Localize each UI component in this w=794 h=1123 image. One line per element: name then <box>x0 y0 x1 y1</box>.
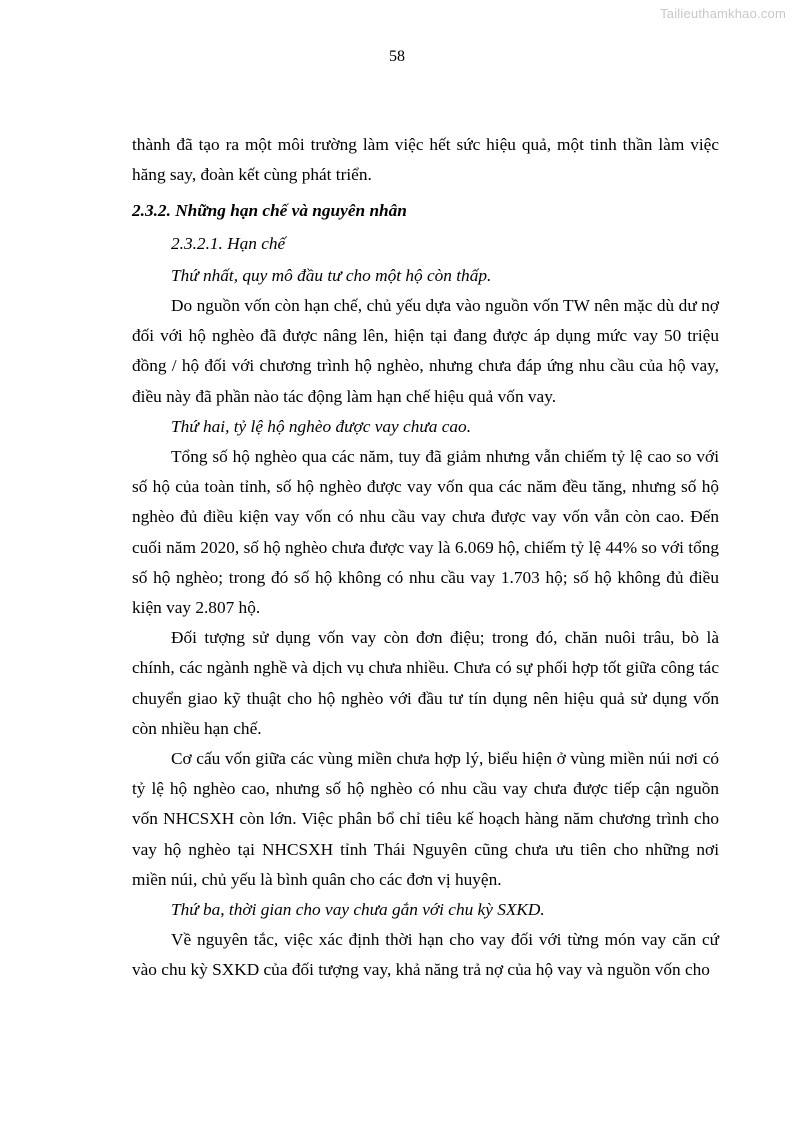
paragraph-poor-households: Tổng số hộ nghèo qua các năm, tuy đã giảm nhưng vẫn chiếm tỷ lệ cao so với số hộ của toàn tỉnh, số hộ nghèo được vay vốn qua các năm đều tăng, nhưng số hộ nghèo đủ điều kiện vay vốn có nhu cầu vay chưa được vay vốn vẫn còn cao. Đến cuối năm 2020, số hộ nghèo chưa được vay là 6.069 hộ, chiếm tỷ lệ 44% so với tổng số hộ nghèo; trong đó số hộ không có nhu cầu vay 1.703 hộ; số hộ không đủ điều kiện vay 2.807 hộ. <box>132 447 719 618</box>
paragraph-capital-structure: Cơ cấu vốn giữa các vùng miền chưa hợp lý, biểu hiện ở vùng miền núi nơi có tỷ lệ hộ nghèo cao, nhưng số hộ nghèo có nhu cầu vay chưa được tiếp cận nguồn vốn NHCSXH còn lớn. Việc phân bổ chỉ tiêu kế hoạch hàng năm chương trình cho vay hộ nghèo tại NHCSXH tỉnh Thái Nguyên cũng chưa ưu tiên cho những nơi miền núi, chủ yếu là bình quân cho các đơn vị huyện. <box>132 749 719 889</box>
document-body <box>132 130 719 986</box>
paragraph-loan-term: Về nguyên tắc, việc xác định thời hạn cho vay đối với từng món vay căn cứ vào chu kỳ SXKD của đối tượng vay, khả năng trả nợ của hộ vay và nguồn vốn cho <box>132 930 719 980</box>
section-heading-2-3-2: 2.3.2. Những hạn chế và nguyên nhân <box>132 201 407 221</box>
subsection-heading-2-3-2-1: 2.3.2.1. Hạn chế <box>171 233 286 253</box>
paragraph-continuation: thành đã tạo ra một môi trường làm việc hết sức hiệu quả, một tinh thần làm việc hăng say, đoàn kết cùng phát triển. <box>132 135 719 185</box>
page-number: 58 <box>389 48 405 65</box>
watermark: Tailieuthamkhao.com <box>660 6 786 21</box>
paragraph-loan-scale: Do nguồn vốn còn hạn chế, chủ yếu dựa vào nguồn vốn TW nên mặc dù dư nợ đối với hộ nghèo đã được nâng lên, hiện tại đang được áp dụng mức vay 50 triệu đồng / hộ đối với chương trình hộ nghèo, nhưng chưa đáp ứng nhu cầu của hộ vay, điều này đã phần nào tác động làm hạn chế hiệu quả vốn vay. <box>132 296 719 406</box>
point-heading-third: Thứ ba, thời gian cho vay chưa gắn với chu kỳ SXKD. <box>171 900 545 920</box>
point-heading-first: Thứ nhất, quy mô đầu tư cho một hộ còn thấp. <box>171 265 492 285</box>
point-heading-second: Thứ hai, tỷ lệ hộ nghèo được vay chưa cao. <box>171 416 472 436</box>
paragraph-loan-usage: Đối tượng sử dụng vốn vay còn đơn điệu; trong đó, chăn nuôi trâu, bò là chính, các ngành nghề và dịch vụ chưa nhiều. Chưa có sự phối hợp tốt giữa công tác chuyển giao kỹ thuật cho hộ nghèo với đầu tư tín dụng nên hiệu quả sử dụng vốn còn nhiều hạn chế. <box>132 628 719 738</box>
